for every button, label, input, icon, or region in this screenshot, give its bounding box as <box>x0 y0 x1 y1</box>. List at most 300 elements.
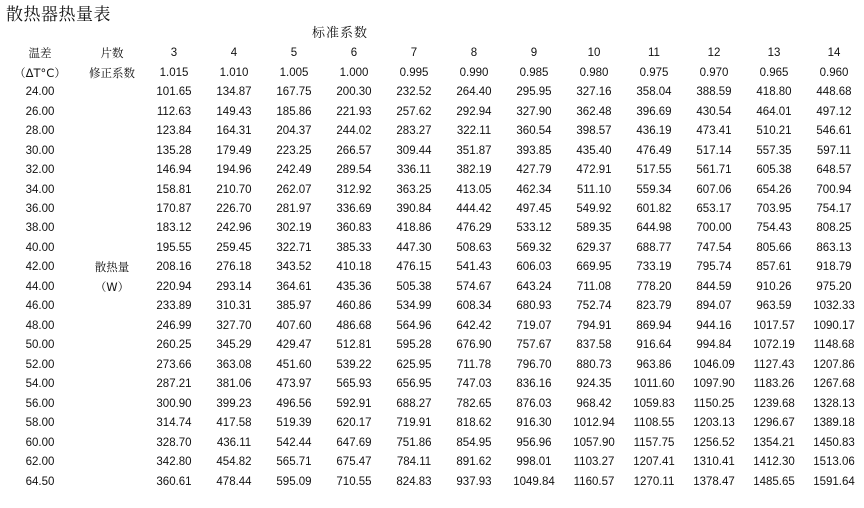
heat-value-cell: 242.49 <box>276 164 312 177</box>
heat-value-cell: 606.03 <box>516 261 552 274</box>
heat-value-cell: 894.07 <box>696 300 732 313</box>
heat-value-cell: 407.60 <box>276 319 312 332</box>
heat-value-cell: 322.11 <box>456 125 492 138</box>
heat-value-cell: 549.92 <box>576 202 612 215</box>
heat-value-cell: 413.05 <box>456 183 492 196</box>
heat-value-cell: 264.40 <box>456 86 492 99</box>
column-header-pieces: 11 <box>648 47 660 60</box>
heat-value-cell: 454.82 <box>216 456 252 469</box>
table-row <box>0 433 864 452</box>
heat-value-cell: 1049.84 <box>513 475 555 488</box>
heat-value-cell: 968.42 <box>576 397 612 410</box>
heat-value-cell: 146.94 <box>156 164 192 177</box>
heat-value-cell: 542.44 <box>276 436 312 449</box>
heat-value-cell: 429.47 <box>276 339 312 352</box>
heat-value-cell: 569.32 <box>516 241 552 254</box>
heat-value-cell: 1148.68 <box>813 339 855 352</box>
heat-value-cell: 517.55 <box>636 164 672 177</box>
heat-value-cell: 1296.67 <box>753 417 795 430</box>
heat-value-cell: 1310.41 <box>693 456 735 469</box>
empty-cell <box>80 297 144 316</box>
heat-value-cell: 1378.47 <box>693 475 735 488</box>
heat-value-cell: 595.28 <box>396 339 432 352</box>
heat-value-cell: 385.97 <box>276 300 312 313</box>
heat-value-cell: 200.30 <box>336 86 372 99</box>
heat-value-cell: 195.55 <box>156 241 192 254</box>
heat-value-cell: 796.70 <box>516 358 552 371</box>
heat-value-cell: 844.59 <box>696 280 732 293</box>
heat-value-cell: 512.81 <box>336 339 372 352</box>
heat-value-cell: 669.95 <box>576 261 612 274</box>
heat-value-cell: 462.34 <box>516 183 552 196</box>
temp-diff-cell: 24.00 <box>25 86 55 99</box>
heat-value-cell: 700.94 <box>816 183 852 196</box>
heat-value-cell: 653.17 <box>696 202 732 215</box>
heat-value-cell: 719.07 <box>516 319 552 332</box>
heat-value-cell: 295.95 <box>516 86 552 99</box>
heat-value-cell: 343.52 <box>276 261 312 274</box>
heat-value-cell: 751.86 <box>396 436 432 449</box>
empty-cell <box>80 453 144 472</box>
table-row <box>0 317 864 336</box>
heat-value-cell: 963.59 <box>756 300 792 313</box>
heat-value-cell: 1183.26 <box>753 378 795 391</box>
heat-value-cell: 427.79 <box>516 164 552 177</box>
table-row <box>0 161 864 180</box>
heat-value-cell: 327.90 <box>516 105 552 118</box>
correction-factor-cell: 0.975 <box>639 66 669 79</box>
heat-value-cell: 381.06 <box>216 378 252 391</box>
heat-value-cell: 149.43 <box>216 105 252 118</box>
column-header-pieces: 5 <box>290 47 298 60</box>
heat-value-cell: 1270.11 <box>633 475 675 488</box>
heat-value-cell: 358.04 <box>636 86 672 99</box>
heat-value-cell: 1591.64 <box>813 475 855 488</box>
heat-value-cell: 170.87 <box>156 202 192 215</box>
heat-value-cell: 541.43 <box>456 261 492 274</box>
heat-value-cell: 300.90 <box>156 397 192 410</box>
heat-value-cell: 221.93 <box>336 105 372 118</box>
heat-value-cell: 1485.65 <box>753 475 795 488</box>
heat-value-cell: 597.11 <box>816 144 852 157</box>
heat-value-cell: 719.91 <box>396 417 432 430</box>
heat-value-cell: 891.62 <box>456 456 492 469</box>
heat-value-cell: 183.12 <box>156 222 192 235</box>
heat-value-cell: 559.34 <box>636 183 672 196</box>
empty-cell <box>80 161 144 180</box>
heat-value-cell: 396.69 <box>636 105 672 118</box>
correction-factor-cell: 0.990 <box>459 66 489 79</box>
heat-value-cell: 363.25 <box>396 183 432 196</box>
heat-value-cell: 1328.13 <box>813 397 855 410</box>
correction-factor-cell: 0.970 <box>699 66 729 79</box>
heat-value-cell: 302.19 <box>276 222 312 235</box>
header-row-pieces <box>0 44 864 63</box>
heat-value-cell: 390.84 <box>396 202 432 215</box>
column-header-pieces: 8 <box>470 47 478 60</box>
heat-value-cell: 476.49 <box>636 144 672 157</box>
heat-value-cell: 342.80 <box>156 456 192 469</box>
temp-diff-cell: 32.00 <box>25 164 55 177</box>
heat-value-cell: 711.78 <box>456 358 492 371</box>
heat-value-cell: 179.49 <box>216 144 252 157</box>
table-row <box>0 394 864 413</box>
heat-value-cell: 1354.21 <box>753 436 795 449</box>
temp-unit-label: （ΔT°C） <box>14 65 66 80</box>
heat-value-cell: 757.67 <box>516 339 552 352</box>
heat-value-cell: 328.70 <box>156 436 192 449</box>
heat-value-cell: 336.11 <box>396 164 432 177</box>
heat-value-cell: 565.93 <box>336 378 372 391</box>
heat-value-cell: 259.45 <box>216 241 252 254</box>
temp-diff-cell: 62.00 <box>25 456 55 469</box>
heat-value-cell: 388.59 <box>696 86 732 99</box>
heat-value-cell: 561.71 <box>696 164 732 177</box>
heat-value-cell: 232.52 <box>396 86 432 99</box>
heat-value-cell: 464.01 <box>756 105 792 118</box>
temp-diff-label: 温差 <box>28 46 52 61</box>
heat-value-cell: 1059.83 <box>633 397 675 410</box>
heat-value-cell: 620.17 <box>336 417 372 430</box>
heat-value-cell: 382.19 <box>456 164 492 177</box>
heat-value-cell: 534.99 <box>396 300 432 313</box>
heat-value-cell: 1389.18 <box>813 417 855 430</box>
heat-value-cell: 944.16 <box>696 319 732 332</box>
column-header-pieces: 7 <box>410 47 418 60</box>
heat-value-cell: 519.39 <box>276 417 312 430</box>
heat-value-cell: 1450.83 <box>813 436 855 449</box>
correction-factor-cell: 0.995 <box>399 66 429 79</box>
heat-value-cell: 309.44 <box>396 144 432 157</box>
empty-cell <box>80 375 144 394</box>
heat-output-label: 散热量 <box>94 260 130 275</box>
heat-value-cell: 460.86 <box>336 300 372 313</box>
heat-value-cell: 601.82 <box>636 202 672 215</box>
heat-value-cell: 194.96 <box>216 164 252 177</box>
heat-value-cell: 823.79 <box>636 300 672 313</box>
heat-value-cell: 710.55 <box>336 475 372 488</box>
empty-cell <box>80 102 144 121</box>
heat-value-cell: 364.61 <box>276 280 312 293</box>
heat-value-cell: 863.13 <box>816 241 852 254</box>
heat-value-cell: 703.95 <box>756 202 792 215</box>
heat-value-cell: 589.35 <box>576 222 612 235</box>
heat-value-cell: 975.20 <box>816 280 852 293</box>
heat-value-cell: 1239.68 <box>753 397 795 410</box>
heat-value-cell: 436.11 <box>216 436 252 449</box>
heat-value-cell: 430.54 <box>696 105 732 118</box>
heat-value-cell: 642.42 <box>456 319 492 332</box>
heat-value-cell: 289.54 <box>336 164 372 177</box>
heat-value-cell: 533.12 <box>516 222 552 235</box>
heat-value-cell: 497.45 <box>516 202 552 215</box>
heat-value-cell: 1011.60 <box>633 378 675 391</box>
column-header-pieces: 3 <box>170 47 178 60</box>
empty-cell <box>80 472 144 491</box>
heat-value-cell: 292.94 <box>456 105 492 118</box>
heat-value-cell: 733.19 <box>636 261 672 274</box>
empty-cell <box>80 219 144 238</box>
heat-value-cell: 1207.86 <box>813 358 855 371</box>
table-row <box>0 200 864 219</box>
heat-value-cell: 643.24 <box>516 280 552 293</box>
heat-value-cell: 473.97 <box>276 378 312 391</box>
heat-value-cell: 260.25 <box>156 339 192 352</box>
heat-value-cell: 711.08 <box>576 280 612 293</box>
heat-value-cell: 937.93 <box>456 475 492 488</box>
heat-value-cell: 808.25 <box>816 222 852 235</box>
empty-cell <box>80 141 144 160</box>
heat-value-cell: 539.22 <box>336 358 372 371</box>
heat-value-cell: 784.11 <box>396 456 432 469</box>
heat-value-cell: 1203.13 <box>693 417 735 430</box>
heat-value-cell: 322.71 <box>276 241 312 254</box>
heat-value-cell: 345.29 <box>216 339 252 352</box>
heat-value-cell: 688.77 <box>636 241 672 254</box>
heat-value-cell: 476.15 <box>396 261 432 274</box>
heat-value-cell: 451.60 <box>276 358 312 371</box>
temp-diff-cell: 30.00 <box>25 144 55 157</box>
temp-diff-cell: 52.00 <box>25 358 55 371</box>
heat-value-cell: 363.08 <box>216 358 252 371</box>
heat-value-cell: 478.44 <box>216 475 252 488</box>
heat-value-cell: 607.06 <box>696 183 732 196</box>
pieces-label: 片数 <box>100 46 124 61</box>
heat-value-cell: 963.86 <box>636 358 672 371</box>
heat-value-cell: 417.58 <box>216 417 252 430</box>
empty-cell <box>80 122 144 141</box>
heat-value-cell: 476.29 <box>456 222 492 235</box>
table-row <box>0 278 864 297</box>
heat-value-cell: 418.80 <box>756 86 792 99</box>
empty-cell <box>80 356 144 375</box>
table-row <box>0 219 864 238</box>
empty-cell <box>80 394 144 413</box>
table-row <box>0 356 864 375</box>
heat-value-cell: 385.33 <box>336 241 372 254</box>
heat-value-cell: 448.68 <box>816 86 852 99</box>
table-row <box>0 122 864 141</box>
heat-output-table <box>0 44 864 492</box>
heat-value-cell: 647.69 <box>336 436 372 449</box>
heat-value-cell: 223.25 <box>276 144 312 157</box>
header-row-correction <box>0 63 864 82</box>
temp-diff-cell: 34.00 <box>25 183 55 196</box>
heat-value-cell: 836.16 <box>516 378 552 391</box>
temp-diff-cell: 60.00 <box>25 436 55 449</box>
heat-value-cell: 167.75 <box>276 86 312 99</box>
heat-value-cell: 327.16 <box>576 86 612 99</box>
heat-value-cell: 1256.52 <box>693 436 735 449</box>
heat-value-cell: 805.66 <box>756 241 792 254</box>
temp-diff-cell: 28.00 <box>25 125 55 138</box>
correction-factor-cell: 1.010 <box>219 66 249 79</box>
column-header-pieces: 10 <box>587 47 601 60</box>
heat-value-cell: 1127.43 <box>753 358 795 371</box>
heat-value-cell: 676.90 <box>456 339 492 352</box>
heat-value-cell: 747.03 <box>456 378 492 391</box>
table-row <box>0 336 864 355</box>
heat-value-cell: 399.23 <box>216 397 252 410</box>
heat-value-cell: 496.56 <box>276 397 312 410</box>
heat-value-cell: 1103.27 <box>573 456 615 469</box>
temp-diff-cell: 58.00 <box>25 417 55 430</box>
column-header-pieces: 12 <box>707 47 721 60</box>
heat-value-cell: 1267.68 <box>813 378 855 391</box>
heat-value-cell: 956.96 <box>516 436 552 449</box>
heat-value-cell: 112.63 <box>156 105 192 118</box>
heat-value-cell: 418.86 <box>396 222 432 235</box>
temp-diff-cell: 48.00 <box>25 319 55 332</box>
heat-value-cell: 857.61 <box>756 261 792 274</box>
heat-value-cell: 435.40 <box>576 144 612 157</box>
heat-value-cell: 1072.19 <box>753 339 795 352</box>
heat-value-cell: 818.62 <box>456 417 492 430</box>
heat-value-cell: 880.73 <box>576 358 612 371</box>
heat-value-cell: 557.35 <box>756 144 792 157</box>
heat-value-cell: 824.83 <box>396 475 432 488</box>
heat-value-cell: 517.14 <box>696 144 732 157</box>
heat-value-cell: 700.00 <box>696 222 732 235</box>
column-header-pieces: 14 <box>827 47 841 60</box>
heat-value-cell: 244.02 <box>336 125 372 138</box>
heat-value-cell: 310.31 <box>216 300 252 313</box>
table-row <box>0 180 864 199</box>
table-row <box>0 141 864 160</box>
table-row <box>0 102 864 121</box>
table-row <box>0 472 864 491</box>
heat-value-cell: 565.71 <box>276 456 312 469</box>
heat-value-cell: 158.81 <box>156 183 192 196</box>
heat-value-cell: 101.65 <box>156 86 192 99</box>
heat-value-cell: 164.31 <box>216 125 252 138</box>
heat-value-cell: 360.61 <box>156 475 192 488</box>
heat-value-cell: 837.58 <box>576 339 612 352</box>
heat-value-cell: 276.18 <box>216 261 252 274</box>
table-row <box>0 453 864 472</box>
heat-value-cell: 994.84 <box>696 339 732 352</box>
correction-factor-cell: 0.985 <box>519 66 549 79</box>
heat-value-cell: 629.37 <box>576 241 612 254</box>
table-row <box>0 258 864 277</box>
empty-cell <box>80 83 144 102</box>
heat-value-cell: 497.12 <box>816 105 852 118</box>
heat-value-cell: 508.63 <box>456 241 492 254</box>
temp-diff-cell: 44.00 <box>25 280 55 293</box>
table-row <box>0 297 864 316</box>
heat-value-cell: 312.92 <box>336 183 372 196</box>
empty-cell <box>80 200 144 219</box>
heat-value-cell: 754.43 <box>756 222 792 235</box>
heat-value-cell: 1513.06 <box>813 456 855 469</box>
heat-value-cell: 916.30 <box>516 417 552 430</box>
heat-value-cell: 287.21 <box>156 378 192 391</box>
heat-output-unit: （W） <box>94 279 130 294</box>
empty-cell <box>80 336 144 355</box>
heat-value-cell: 1207.41 <box>633 456 675 469</box>
table-row <box>0 414 864 433</box>
heat-value-cell: 795.74 <box>696 261 732 274</box>
empty-cell <box>80 433 144 452</box>
heat-value-cell: 314.74 <box>156 417 192 430</box>
empty-cell <box>80 317 144 336</box>
heat-value-cell: 273.66 <box>156 358 192 371</box>
heat-value-cell: 648.57 <box>816 164 852 177</box>
heat-value-cell: 505.38 <box>396 280 432 293</box>
heat-value-cell: 794.91 <box>576 319 612 332</box>
empty-cell <box>80 180 144 199</box>
temp-diff-cell: 54.00 <box>25 378 55 391</box>
heat-value-cell: 1160.57 <box>573 475 615 488</box>
heat-value-cell: 605.38 <box>756 164 792 177</box>
heat-value-cell: 1150.25 <box>693 397 735 410</box>
heat-value-cell: 185.86 <box>276 105 312 118</box>
heat-value-cell: 351.87 <box>456 144 492 157</box>
correction-factor-cell: 0.960 <box>819 66 849 79</box>
table-row <box>0 375 864 394</box>
heat-value-cell: 1012.94 <box>573 417 615 430</box>
heat-value-cell: 435.36 <box>336 280 372 293</box>
heat-value-cell: 226.70 <box>216 202 252 215</box>
heat-value-cell: 592.91 <box>336 397 372 410</box>
heat-value-cell: 1108.55 <box>633 417 675 430</box>
heat-value-cell: 436.19 <box>636 125 672 138</box>
heat-value-cell: 473.41 <box>696 125 732 138</box>
temp-diff-cell: 40.00 <box>25 241 55 254</box>
standard-coefficient-header: 标准系数 <box>312 26 369 41</box>
heat-value-cell: 246.99 <box>156 319 192 332</box>
correction-label: 修正系数 <box>89 65 135 80</box>
heat-value-cell: 595.09 <box>276 475 312 488</box>
heat-value-cell: 327.70 <box>216 319 252 332</box>
temp-diff-cell: 56.00 <box>25 397 55 410</box>
column-header-pieces: 13 <box>767 47 781 60</box>
column-header-pieces: 4 <box>230 47 238 60</box>
heat-value-cell: 398.57 <box>576 125 612 138</box>
heat-value-cell: 1090.17 <box>813 319 855 332</box>
heat-value-cell: 257.62 <box>396 105 432 118</box>
heat-value-cell: 916.64 <box>636 339 672 352</box>
heat-value-cell: 754.17 <box>816 202 852 215</box>
heat-value-cell: 233.89 <box>156 300 192 313</box>
heat-value-cell: 360.54 <box>516 125 552 138</box>
heat-value-cell: 644.98 <box>636 222 672 235</box>
heat-value-cell: 998.01 <box>516 456 552 469</box>
heat-value-cell: 336.69 <box>336 202 372 215</box>
correction-factor-cell: 0.965 <box>759 66 789 79</box>
heat-value-cell: 910.26 <box>756 280 792 293</box>
heat-value-cell: 410.18 <box>336 261 372 274</box>
heat-value-cell: 656.95 <box>396 378 432 391</box>
temp-diff-cell: 36.00 <box>25 202 55 215</box>
heat-value-cell: 1412.30 <box>753 456 795 469</box>
heat-value-cell: 869.94 <box>636 319 672 332</box>
heat-value-cell: 444.42 <box>456 202 492 215</box>
table-body <box>0 44 864 492</box>
heat-value-cell: 210.70 <box>216 183 252 196</box>
heat-value-cell: 1057.90 <box>573 436 615 449</box>
heat-value-cell: 242.96 <box>216 222 252 235</box>
heat-value-cell: 135.28 <box>156 144 192 157</box>
heat-value-cell: 262.07 <box>276 183 312 196</box>
heat-value-cell: 747.54 <box>696 241 732 254</box>
heat-value-cell: 876.03 <box>516 397 552 410</box>
heat-value-cell: 208.16 <box>156 261 192 274</box>
heat-value-cell: 608.34 <box>456 300 492 313</box>
heat-value-cell: 1157.75 <box>633 436 675 449</box>
heat-value-cell: 918.79 <box>816 261 852 274</box>
heat-value-cell: 486.68 <box>336 319 372 332</box>
